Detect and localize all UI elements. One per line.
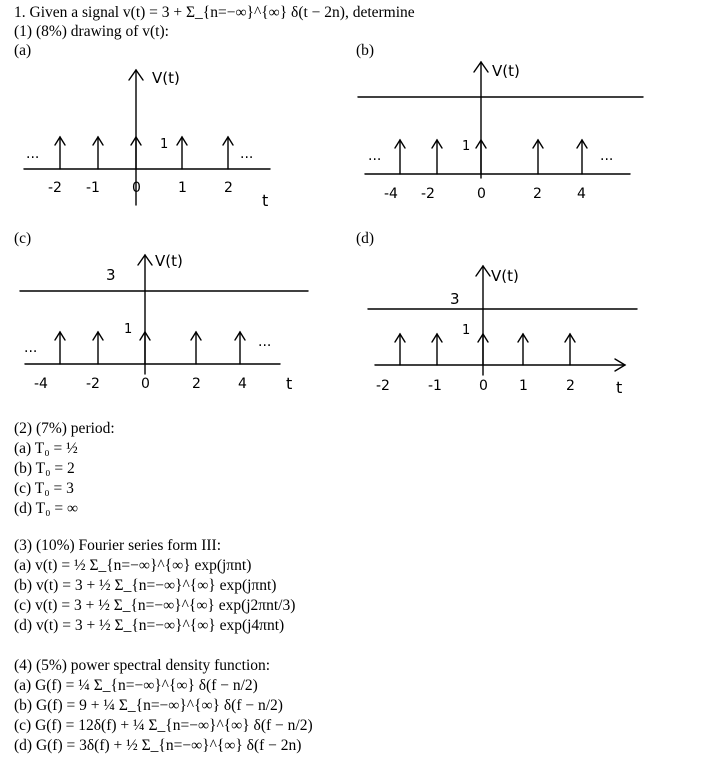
figure-c-impulse-mark: 1 (124, 322, 133, 337)
figure-d-impulses (395, 334, 575, 365)
figure-d-tick: 1 (519, 378, 528, 394)
figure-c-axis-label: t (286, 374, 293, 393)
part2-heading: (2) (7%) period: (14, 420, 115, 437)
figure-d-tick: 2 (566, 378, 575, 394)
figure-b-tick: 4 (577, 186, 586, 202)
figure-d-impulse-mark: 1 (462, 323, 471, 338)
part2-option-a: (a) T₀ = ½ (14, 440, 78, 457)
figure-b-left-dots: ... (368, 148, 382, 164)
part3-option-d: (d) v(t) = 3 + ½ Σ_{n=−∞}^{∞} exp(j4πnt) (14, 617, 285, 634)
figure-a-tick: -2 (48, 180, 62, 196)
figure-b-tick: -4 (384, 186, 398, 202)
figure-b-tick: -2 (421, 186, 435, 202)
figure-c-right-dots: ... (258, 334, 272, 350)
figure-c-tick: 2 (192, 376, 201, 392)
part2-option-b: (b) T₀ = 2 (14, 460, 75, 477)
figure-d-tick: -1 (428, 378, 442, 394)
figure-a-tick: 2 (224, 180, 233, 196)
part2-option-c: (c) T₀ = 3 (14, 480, 74, 497)
figure-c-tick: -4 (34, 376, 48, 392)
figure-b-impulse-mark: 1 (462, 139, 471, 154)
figure-a-axis-label: t (262, 191, 269, 210)
part3-heading: (3) (10%) Fourier series form III: (14, 537, 222, 554)
part4-option-a: (a) G(f) = ¼ Σ_{n=−∞}^{∞} δ(f − n/2) (14, 677, 258, 694)
figure-a-tick: 0 (132, 180, 141, 196)
part3-option-c: (c) v(t) = 3 + ½ Σ_{n=−∞}^{∞} exp(j2πnt/3) (14, 597, 296, 614)
figure-d-label: (d) (356, 230, 375, 247)
part4-heading: (4) (5%) power spectral density function: (14, 657, 271, 674)
part4-option-d: (d) G(f) = 3δ(f) + ½ Σ_{n=−∞}^{∞} δ(f − 2n) (14, 737, 302, 754)
figure-b-title: V(t) (492, 62, 520, 80)
part4-option-b: (b) G(f) = 9 + ¼ Σ_{n=−∞}^{∞} δ(f − n/2) (14, 697, 283, 714)
figure-c-height-label: 3 (106, 266, 116, 284)
figure-a-title: V(t) (152, 69, 180, 87)
figure-c-tick: -2 (86, 376, 100, 392)
question-title: 1. Given a signal v(t) = 3 + Σ_{n=−∞}^{∞} δ(t − 2n), determine (14, 4, 415, 21)
figure-a-tick: -1 (86, 180, 100, 196)
figure-a-right-dots: ... (240, 146, 254, 162)
figure-d-axis-label: t (616, 378, 623, 397)
figure-c-left-dots: ... (24, 340, 38, 356)
figure-c-tick: 0 (141, 376, 150, 392)
figure-c-tick: 4 (238, 376, 247, 392)
figure-d-title: V(t) (491, 267, 519, 285)
figure-d-tick: -2 (376, 378, 390, 394)
part2-option-d: (d) T₀ = ∞ (14, 500, 79, 517)
figure-b-tick: 0 (477, 186, 486, 202)
figure-a-label: (a) (14, 42, 32, 59)
part1-heading: (1) (8%) drawing of v(t): (14, 23, 169, 40)
figure-a-impulse-mark: 1 (160, 137, 169, 152)
figure-a-left-dots: ... (26, 146, 40, 162)
figure-d-tick: 0 (479, 378, 488, 394)
figure-c-title: V(t) (155, 252, 183, 270)
figure-b-label: (b) (356, 42, 375, 59)
figure-b-right-dots: ... (600, 148, 614, 164)
figure-b-tick: 2 (533, 186, 542, 202)
figure-c-label: (c) (14, 230, 32, 247)
figure-a-tick: 1 (178, 180, 187, 196)
part3-option-a: (a) v(t) = ½ Σ_{n=−∞}^{∞} exp(jπnt) (14, 557, 252, 574)
part4-option-c: (c) G(f) = 12δ(f) + ¼ Σ_{n=−∞}^{∞} δ(f − n/2) (14, 717, 313, 734)
part3-option-b: (b) v(t) = 3 + ½ Σ_{n=−∞}^{∞} exp(jπnt) (14, 577, 277, 594)
figure-d-height-label: 3 (450, 290, 460, 308)
